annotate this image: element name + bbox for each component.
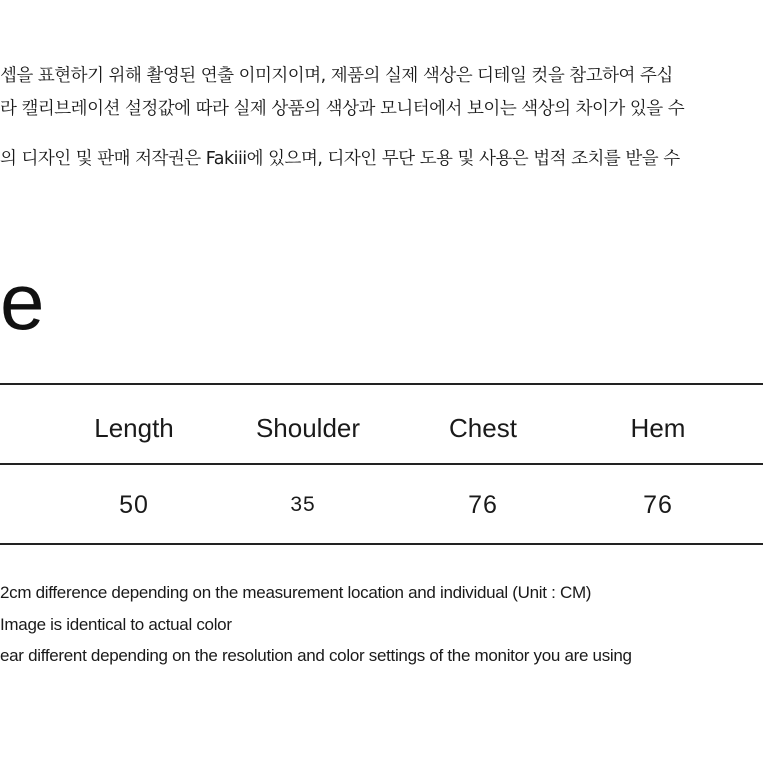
size-section-title: e bbox=[0, 262, 45, 342]
table-top-rule bbox=[0, 383, 763, 385]
note-monitor-difference: ear different depending on the resolution and color settings of the monitor you are using bbox=[0, 646, 632, 665]
korean-notice-line-2: 라 캘리브레이션 설정값에 따라 실제 상품의 색상과 모니터에서 보이는 색상의 차이가 있을 수 bbox=[0, 99, 685, 119]
header-hem: Hem bbox=[630, 413, 686, 443]
korean-notice-line-3: 의 디자인 및 판매 저작권은 Fakiii에 있으며, 디자인 무단 도용 및 사용은 법적 조치를 받을 수 bbox=[0, 149, 680, 169]
header-length: Length bbox=[94, 413, 174, 443]
korean-notice-line-1: 셉을 표현하기 위해 촬영된 연출 이미지이며, 제품의 실제 색상은 디테일 컷을 참고하여 주십 bbox=[0, 66, 673, 86]
value-length: 50 bbox=[119, 491, 149, 519]
value-chest: 76 bbox=[468, 491, 498, 519]
value-hem: 76 bbox=[643, 491, 673, 519]
value-shoulder: 35 bbox=[290, 493, 316, 516]
note-color-identical: Image is identical to actual color bbox=[0, 615, 232, 634]
table-bottom-rule bbox=[0, 543, 763, 545]
header-shoulder: Shoulder bbox=[255, 413, 361, 443]
table-middle-rule bbox=[0, 463, 763, 465]
header-chest: Chest bbox=[449, 413, 517, 443]
note-measurement-difference: 2cm difference depending on the measurement location and individual (Unit : CM) bbox=[0, 583, 592, 602]
